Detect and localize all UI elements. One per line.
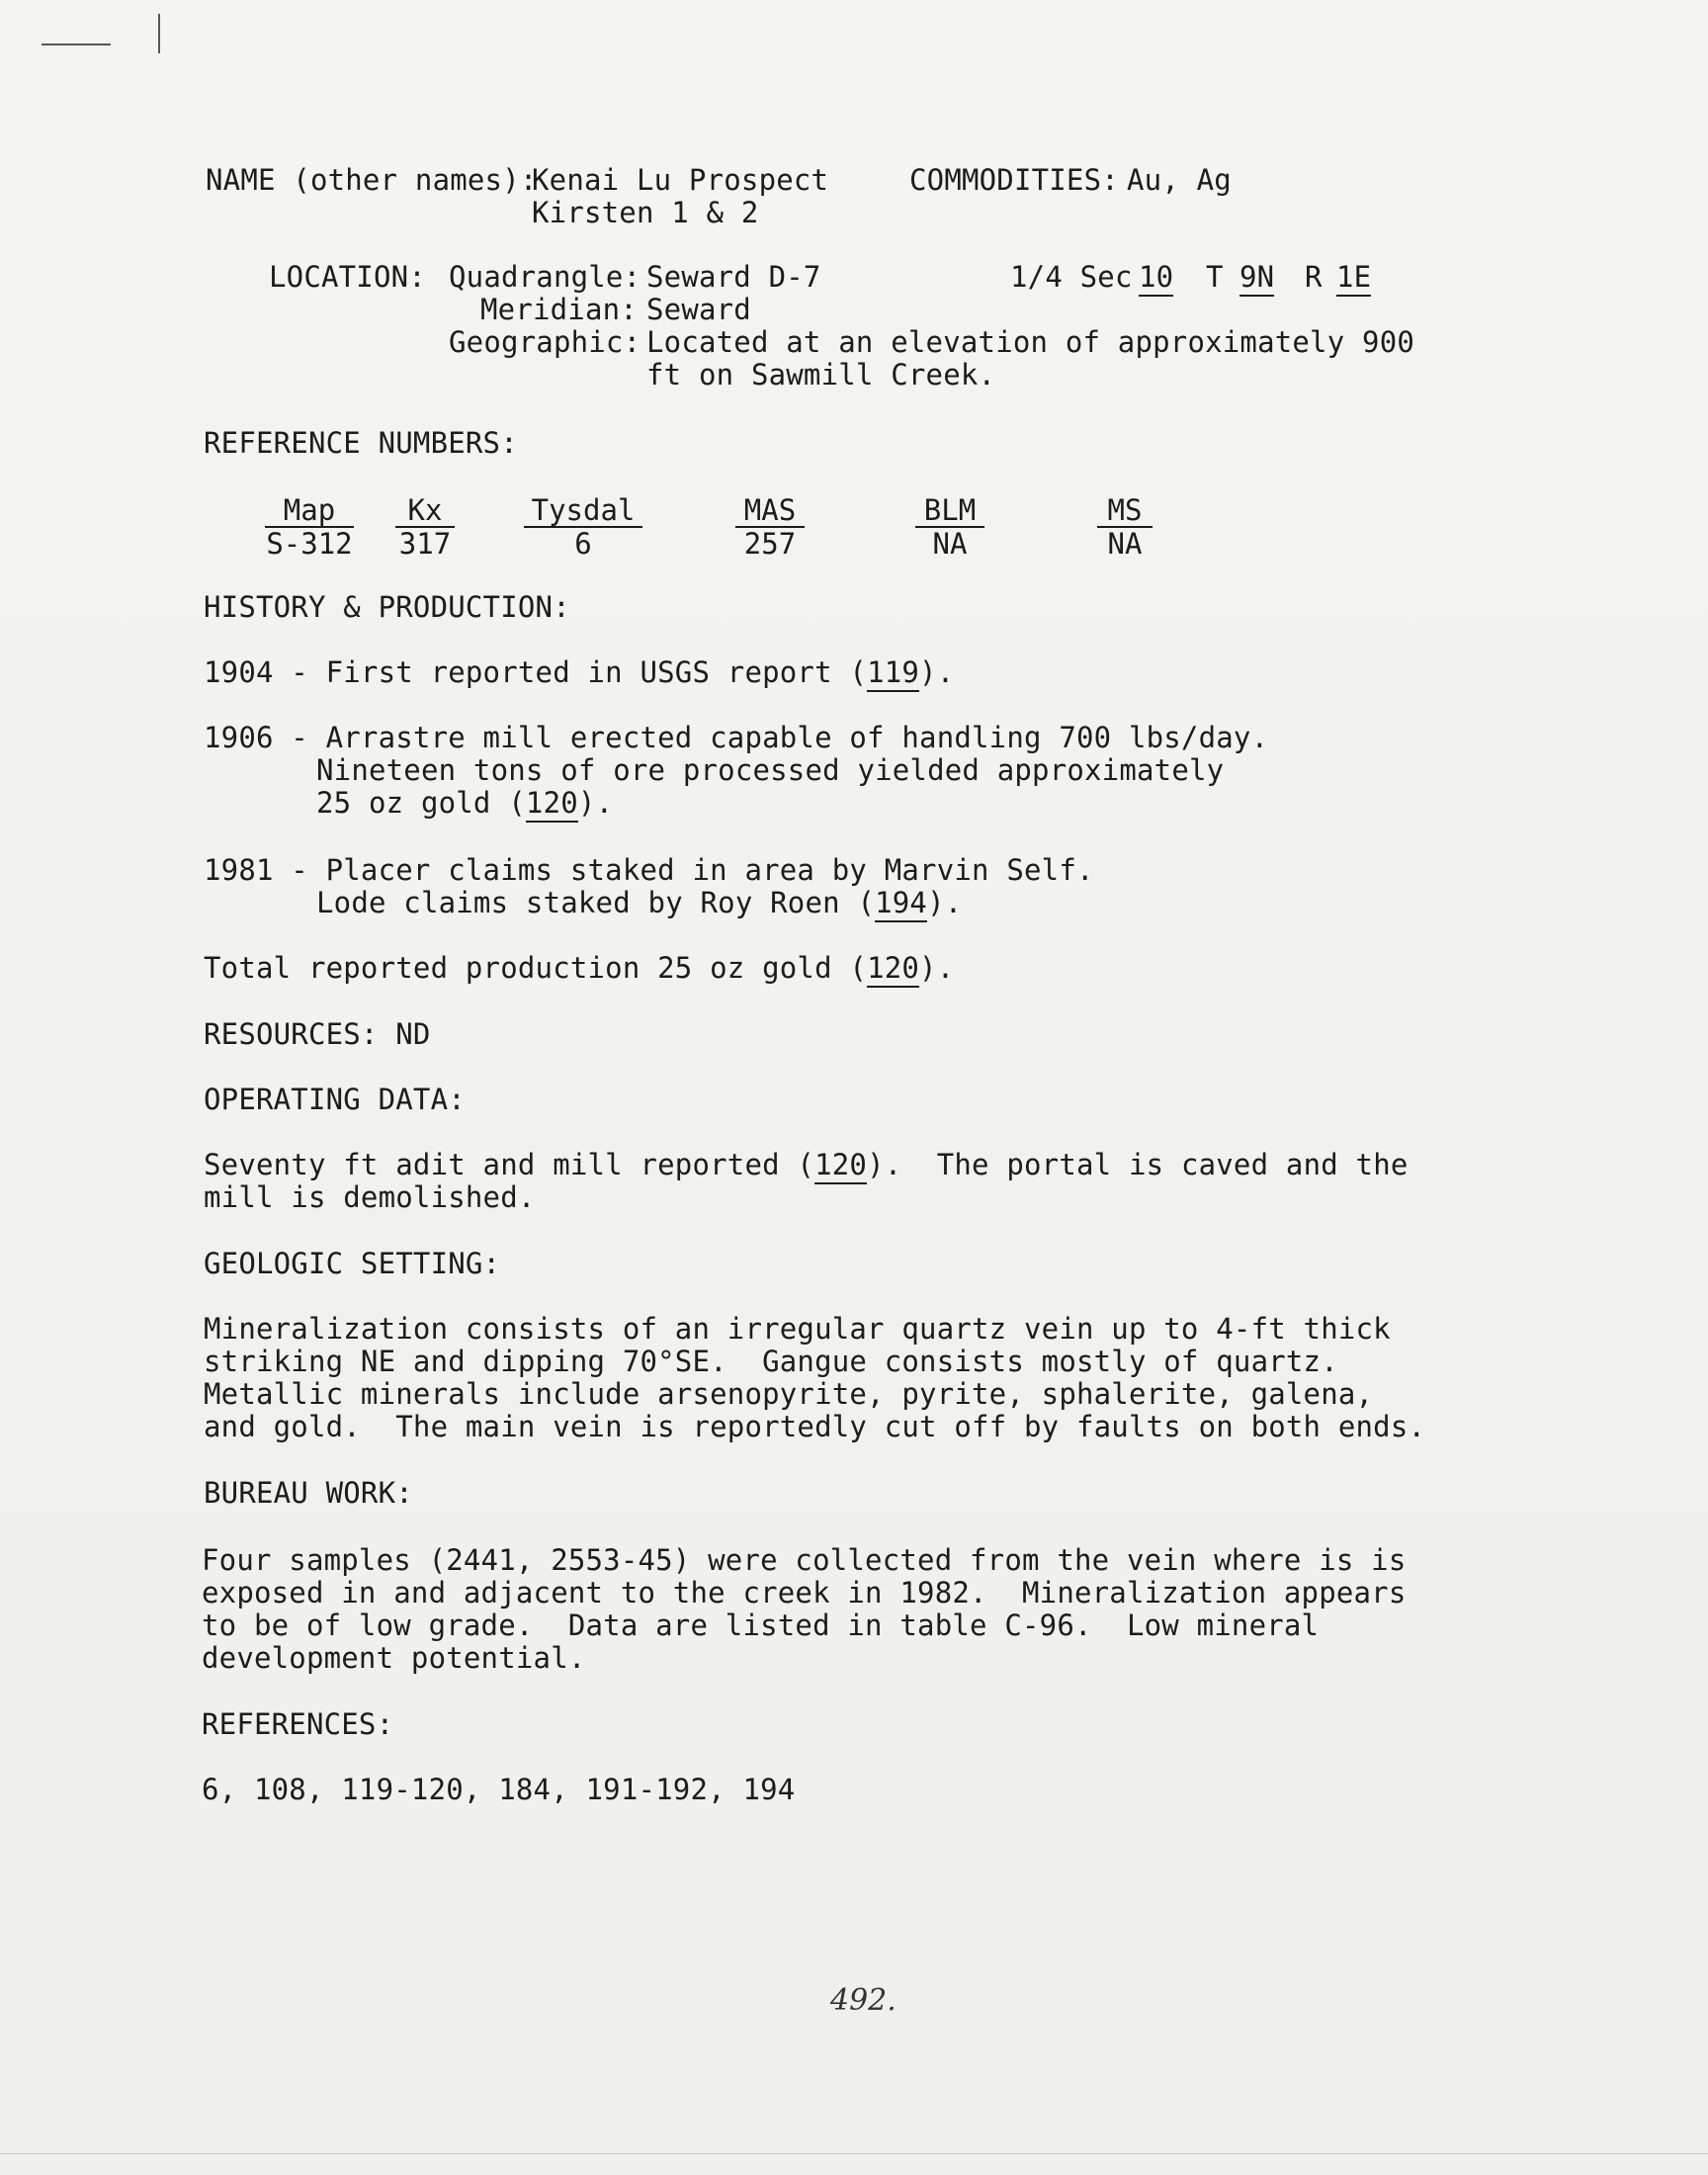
geographic-line-1: Located at an elevation of approximately 900 bbox=[646, 325, 1415, 359]
section-label: 1/4 Sec bbox=[1010, 260, 1133, 294]
ref-link-120: 120 bbox=[526, 786, 578, 823]
geologic-line: and gold. The main vein is reportedly cut off by faults on both ends. bbox=[204, 1410, 1426, 1443]
quadrangle-value: Seward D-7 bbox=[646, 260, 821, 294]
scan-edge bbox=[0, 2153, 1708, 2154]
quadrangle-label: Quadrangle: bbox=[449, 260, 641, 294]
ref-col-mas bbox=[735, 494, 805, 560]
bureau-line: exposed in and adjacent to the creek in 1982. Mineralization appears bbox=[202, 1576, 1407, 1610]
ref-col-tysdal bbox=[524, 494, 642, 560]
ref-col-kx bbox=[395, 494, 455, 560]
ref-header: Kx bbox=[395, 494, 455, 528]
geographic-label: Geographic: bbox=[449, 325, 641, 359]
township-value: 9N bbox=[1239, 261, 1274, 297]
meridian-value: Seward bbox=[646, 293, 751, 326]
name-label: NAME (other names): bbox=[206, 163, 538, 197]
section-value: 10 bbox=[1139, 261, 1173, 297]
ref-link-120: 120 bbox=[867, 951, 919, 988]
commodities-label: COMMODITIES: bbox=[909, 163, 1119, 197]
ref-link-194: 194 bbox=[875, 886, 927, 922]
ref-header: Map bbox=[265, 494, 354, 528]
bureau-line: Four samples (2441, 2553-45) were collected from the vein where is is bbox=[202, 1543, 1407, 1577]
ref-header: MAS bbox=[735, 494, 805, 528]
geologic-line: Mineralization consists of an irregular quartz vein up to 4-ft thick bbox=[204, 1312, 1391, 1346]
operating-data-line-2: mill is demolished. bbox=[204, 1180, 536, 1214]
references-list: 6, 108, 119-120, 184, 191-192, 194 bbox=[202, 1773, 796, 1806]
history-1904: 1904 - First reported in USGS report (119). bbox=[204, 656, 954, 689]
page-number: 492. bbox=[830, 1983, 897, 2018]
ref-value: 6 bbox=[574, 527, 592, 561]
ref-value: NA bbox=[932, 527, 968, 561]
ref-value: S-312 bbox=[266, 527, 353, 561]
geologic-setting-label: GEOLOGIC SETTING: bbox=[204, 1247, 501, 1280]
history-1906-line-2: Nineteen tons of ore processed yielded approximately bbox=[316, 753, 1225, 787]
range-value: 1E bbox=[1336, 261, 1371, 297]
geologic-line: Metallic minerals include arsenopyrite, pyrite, sphalerite, galena, bbox=[204, 1377, 1374, 1411]
ref-header: BLM bbox=[915, 494, 984, 528]
geographic-line-2: ft on Sawmill Creek. bbox=[646, 358, 996, 392]
history-1906-line-1: 1906 - Arrastre mill erected capable of handling 700 lbs/day. bbox=[204, 721, 1269, 754]
geologic-line: striking NE and dipping 70°SE. Gangue consists mostly of quartz. bbox=[204, 1345, 1338, 1378]
township-label: T bbox=[1206, 260, 1224, 294]
location-label: LOCATION: bbox=[269, 260, 426, 294]
operating-data-label: OPERATING DATA: bbox=[204, 1083, 466, 1116]
bureau-line: to be of low grade. Data are listed in table C-96. Low mineral bbox=[202, 1609, 1320, 1642]
references-label: REFERENCES: bbox=[202, 1707, 394, 1741]
total-production: Total reported production 25 oz gold (120). bbox=[204, 952, 954, 985]
ref-value: NA bbox=[1107, 527, 1143, 561]
bureau-line: development potential. bbox=[202, 1641, 586, 1675]
bureau-work-label: BUREAU WORK: bbox=[204, 1476, 413, 1510]
history-1906-line-3: 25 oz gold (120). bbox=[316, 787, 613, 820]
name-primary: Kenai Lu Prospect bbox=[532, 163, 829, 197]
operating-data-line-1: Seventy ft adit and mill reported (120). The portal is caved and the bbox=[204, 1149, 1409, 1181]
scan-mark bbox=[42, 44, 111, 45]
ref-header: Tysdal bbox=[524, 494, 642, 528]
ref-value: 257 bbox=[743, 527, 797, 561]
range-label: R bbox=[1305, 260, 1323, 294]
scan-mark bbox=[158, 14, 160, 53]
ref-value: 317 bbox=[398, 527, 452, 561]
commodities-value: Au, Ag bbox=[1127, 163, 1232, 197]
resources: RESOURCES: ND bbox=[204, 1017, 431, 1051]
ref-col-blm bbox=[915, 494, 984, 560]
meridian-label: Meridian: bbox=[480, 293, 638, 326]
history-label: HISTORY & PRODUCTION: bbox=[204, 590, 570, 624]
ref-col-ms bbox=[1097, 494, 1153, 560]
history-1981-line-2: Lode claims staked by Roy Roen (194). bbox=[316, 887, 962, 919]
history-1981-line-1: 1981 - Placer claims staked in area by Marvin Self. bbox=[204, 853, 1094, 887]
ref-header: MS bbox=[1097, 494, 1153, 528]
ref-link-120: 120 bbox=[814, 1148, 867, 1184]
ref-col-map bbox=[265, 494, 354, 560]
name-other: Kirsten 1 & 2 bbox=[532, 196, 759, 229]
reference-numbers-label: REFERENCE NUMBERS: bbox=[204, 426, 518, 460]
ref-link-119: 119 bbox=[867, 655, 919, 692]
